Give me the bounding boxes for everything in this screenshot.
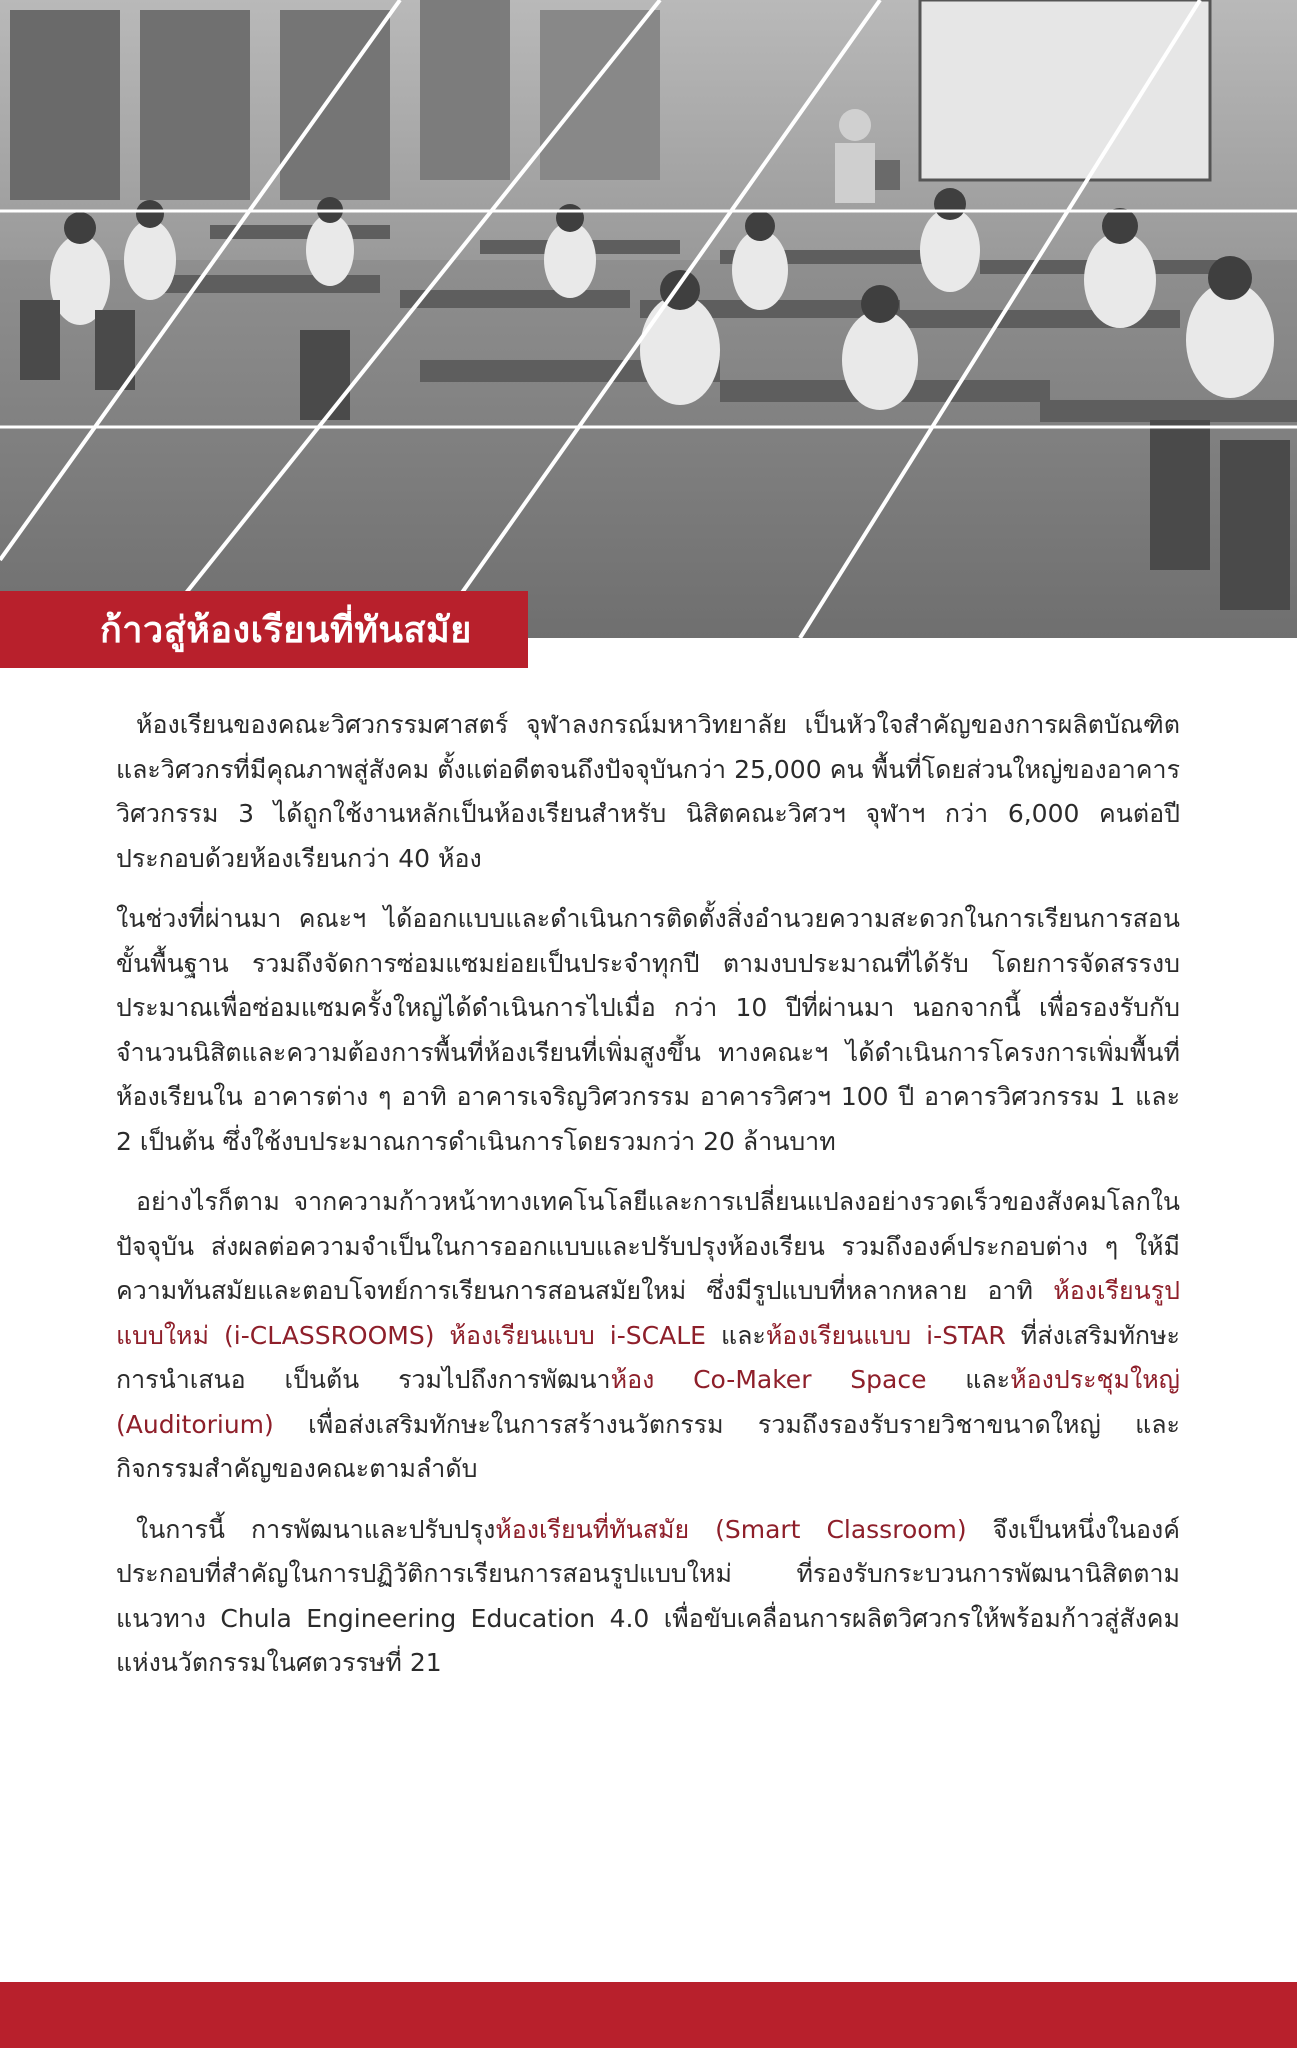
paragraph-2: ในช่วงที่ผ่านมา คณะฯ ได้ออกแบบและดำเนินการติดตั้งสิ่งอำนวยความสะดวกในการเรียนการสอนขั้นพื้นฐาน รวมถึงจัดการซ่อมแซมย่อยเป็นประจำทุกปี ตามงบประมาณที่ได้รับ โดยการจัดสรรงบประมาณเพื่อซ่อมแซมครั้งใหญ่ได้ดำเนินการไปเมื่อ กว่า 10 ปีที่ผ่านมา นอกจากนี้ เพื่อรองรับกับจำนวนนิสิตและความต้องการพื้นที่ห้องเรียนที่เพิ่มสูงขึ้น ทางคณะฯ ได้ดำเนินการโครงการเพิ่มพื้นที่ห้องเรียนใน อาคารต่าง ๆ อาทิ อาคารเจริญวิศวกรรม อาคารวิศวฯ 100 ปี อาคารวิศวกรรม 1 และ 2 เป็นต้น ซึ่งใช้งบประมาณการดำเนินการโดยรวมกว่า 20 ล้านบาท bbox=[116, 904, 1180, 1156]
highlight-i-star: ห้องเรียนแบบ i-STAR bbox=[765, 1320, 1006, 1350]
paragraph-3-text-1: อย่างไรก็ตาม จากความก้าวหน้าทางเทคโนโลยีและการเปลี่ยนแปลงอย่างรวดเร็วของสังคมโลกในปัจจุบัน ส่งผลต่อความจำเป็นในการออกแบบและปรับปรุงห้องเรียน รวมถึงองค์ประกอบต่าง ๆ ให้มีความทันสมัยและตอบโจทย์การเรียนการสอนสมัยใหม่ ซึ่งมีรูปแบบที่หลากหลาย อาทิ bbox=[116, 1187, 1180, 1305]
paragraph-4 bbox=[116, 1508, 1180, 1686]
footer-bar bbox=[0, 1982, 1297, 2048]
title-banner bbox=[0, 591, 528, 668]
highlight-smart-classroom: ห้องเรียนที่ทันสมัย (Smart Classroom) bbox=[495, 1514, 967, 1544]
page-title: ก้าวสู่ห้องเรียนที่ทันสมัย bbox=[100, 610, 472, 651]
highlight-i-classrooms: ห้องเรียนรูปแบบใหม่ (i-CLASSROOMS) bbox=[116, 1276, 1180, 1350]
article-body bbox=[116, 703, 1180, 1702]
paragraph-4-text-1: ในการนี้ การพัฒนาและปรับปรุง bbox=[136, 1514, 496, 1544]
paragraph-3-text-3: และ bbox=[705, 1320, 766, 1350]
paragraph-3-text-4: ที่ส่งเสริมทักษะการนำเสนอ เป็นต้น รวมไปถึงการพัฒนา bbox=[116, 1320, 1180, 1394]
highlight-i-scale: ห้องเรียนแบบ i-SCALE bbox=[449, 1320, 706, 1350]
paragraph-3-text-6: เพื่อส่งเสริมทักษะในการสร้างนวัตกรรม รวมถึงรองรับรายวิชาขนาดใหญ่ และกิจกรรมสำคัญของคณะตามลำดับ bbox=[116, 1409, 1180, 1483]
hero-classroom-photo bbox=[0, 0, 1297, 638]
paragraph-3-text-5: และ bbox=[926, 1365, 1011, 1394]
paragraph-1: ห้องเรียนของคณะวิศวกรรมศาสตร์ จุฬาลงกรณ์มหาวิทยาลัย เป็นหัวใจสำคัญของการผลิตบัณฑิตและวิศวกรที่มีคุณภาพสู่สังคม ตั้งแต่อดีตจนถึงปัจจุบันกว่า 25,000 คน พื้นที่โดยส่วนใหญ่ของอาคารวิศวกรรม 3 ได้ถูกใช้งานหลักเป็นห้องเรียนสำหรับ นิสิตคณะวิศวฯ จุฬาฯ กว่า 6,000 คนต่อปี ประกอบด้วยห้องเรียนกว่า 40 ห้อง bbox=[116, 710, 1180, 873]
classroom-photo bbox=[0, 0, 1297, 638]
paragraph-3-text-2 bbox=[434, 1321, 449, 1350]
paragraph-3 bbox=[116, 1180, 1180, 1492]
highlight-co-maker-space: ห้อง Co-Maker Space bbox=[610, 1365, 927, 1394]
highlight-auditorium: ห้องประชุมใหญ่ (Auditorium) bbox=[116, 1365, 1180, 1439]
paragraph-4-text-2: จึงเป็นหนึ่งในองค์ประกอบที่สำคัญในการปฏิวัติการเรียนการสอนรูปแบบใหม่ ที่รองรับกระบวนการพัฒนานิสิตตามแนวทาง Chula Engineering Education 4.0 เพื่อขับเคลื่อนการผลิตวิศวกรให้พร้อมก้าวสู่สังคมแห่งนวัตกรรมในศตวรรษที่ 21 bbox=[116, 1514, 1180, 1677]
